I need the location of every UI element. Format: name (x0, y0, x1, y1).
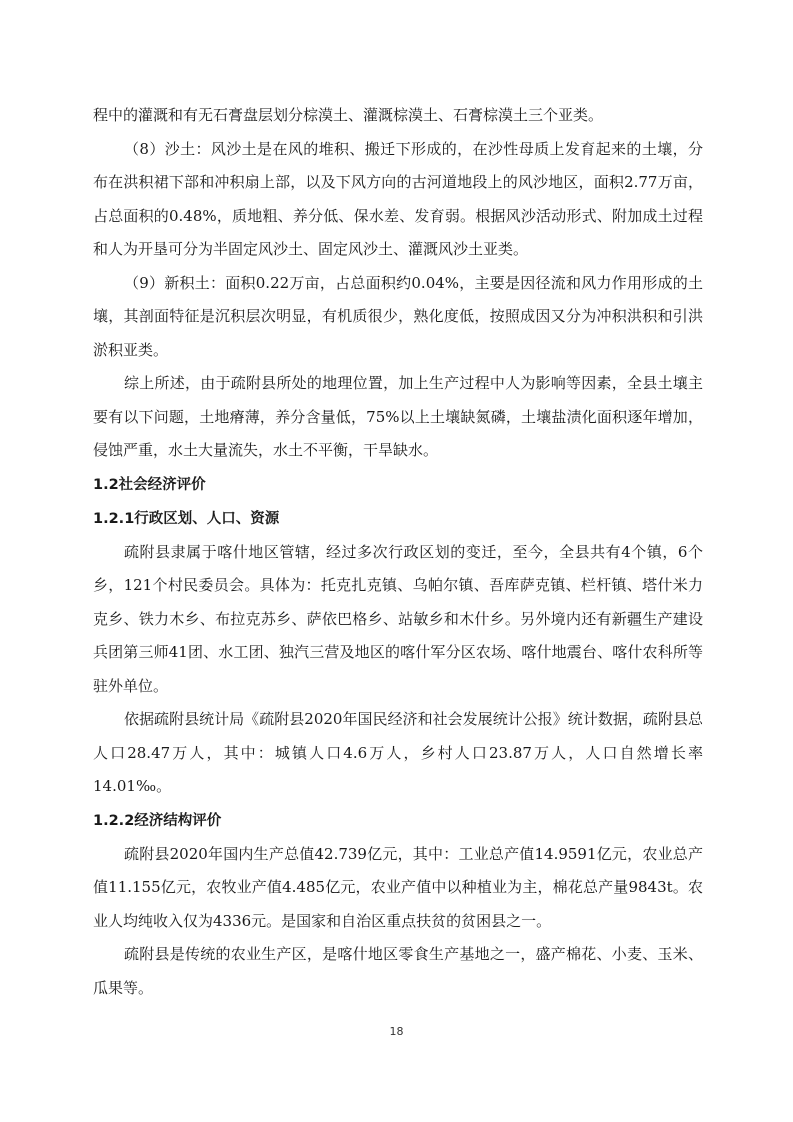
subsection-heading-economic-structure: 1.2.2经济结构评价 (93, 812, 222, 829)
paragraph-continuation: 程中的灌溉和有无石膏盘层划分棕漠土、灌溉棕漠土、石膏棕漠土三个亚类。 (93, 106, 604, 124)
paragraph-administrative-division: 疏附县隶属于喀什地区管辖，经过多次行政区划的变迁，至今，全县共有4个镇，6个乡，121个村民委员会。具体为：托克扎克镇、乌帕尔镇、吾库萨克镇、栏杆镇、塔什米力克乡、铁力木乡、布拉克苏乡、萨依巴格乡、站敏乡和木什乡。另外境内还有新疆生产建设兵团第三师41团、水工团、独汽三营及地区的喀什军分区农场、喀什地震台、喀什农科所等驻外单位。 (93, 542, 703, 695)
paragraph-population: 依据疏附县统计局《疏附县2020年国民经济和社会发展统计公报》统计数据，疏附县总人口28.47万人，其中：城镇人口4.6万人，乡村人口23.87万人，人口自然增长率14.01‰。 (93, 710, 703, 795)
subsection-heading-admin-population: 1.2.1行政区划、人口、资源 (93, 510, 280, 527)
paragraph-agriculture: 疏附县是传统的农业生产区，是喀什地区零食生产基地之一，盛产棉花、小麦、玉米、瓜果等。 (93, 945, 703, 997)
page-body (93, 99, 703, 1005)
page-number: 18 (389, 1025, 404, 1038)
paragraph-gdp: 疏附县2020年国内生产总值42.739亿元，其中：工业总产值14.9591亿元，农业总产值11.155亿元，农牧业产值4.485亿元，农业产值中以种植业为主，棉花总产量9843t。农业人均纯收入仅为4336元。是国家和自治区重点扶贫的贫困县之一。 (93, 844, 703, 930)
section-heading-social-economic: 1.2社会经济评价 (93, 476, 206, 493)
paragraph-new-alluvial-soil: （9）新积土：面积0.22万亩，占总面积约0.04%，主要是因径流和风力作用形成的土壤，其剖面特征是沉积层次明显，有机质很少，熟化度低，按照成因又分为冲积洪积和引洪淤积亚类。 (93, 273, 703, 359)
paragraph-sand-soil: （8）沙土：风沙土是在风的堆积、搬迁下形成的，在沙性母质上发育起来的土壤，分布在洪积裙下部和冲积扇上部，以及下风方向的古河道地段上的风沙地区，面积2.77万亩，占总面积的0.48%，质地粗、养分低、保水差、发育弱。根据风沙活动形式、附加成土过程和人为开垦可分为半固定风沙土、固定风沙土、灌溉风沙土亚类。 (93, 139, 703, 258)
paragraph-summary: 综上所述，由于疏附县所处的地理位置，加上生产过程中人为影响等因素，全县土壤主要有以下问题，土地瘠薄，养分含量低，75%以上土壤缺氮磷，土壤盐渍化面积逐年增加，侵蚀严重，水土大量流失，水土不平衡，干旱缺水。 (93, 374, 703, 459)
